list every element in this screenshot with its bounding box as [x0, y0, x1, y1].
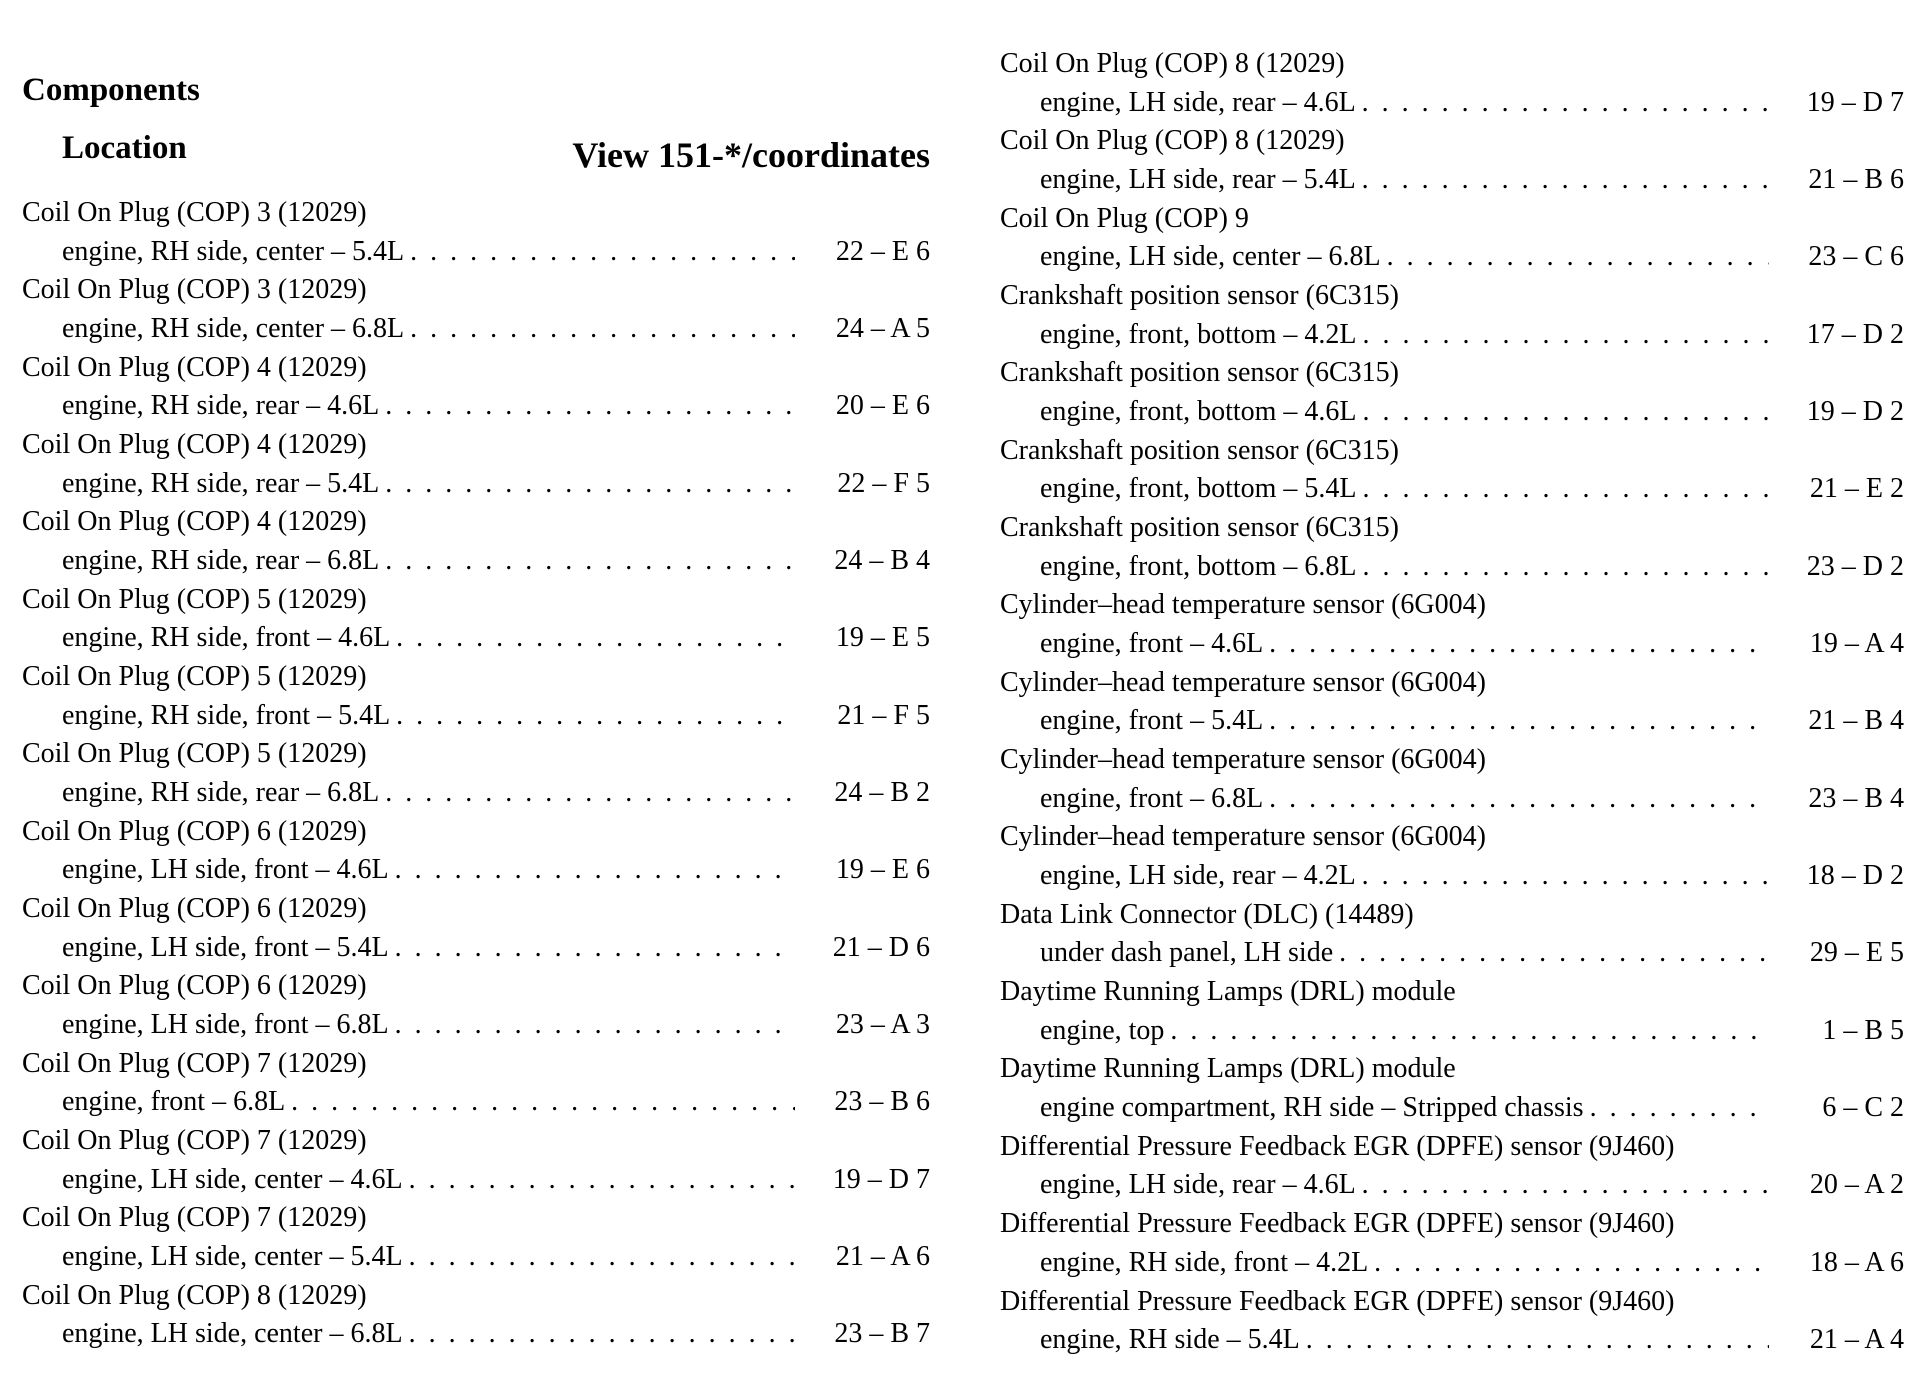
component-location: engine, RH side, front – 4.2L [1040, 1246, 1369, 1278]
component-location: engine, RH side – 5.4L [1040, 1324, 1300, 1356]
location-column-header: Location [62, 130, 187, 166]
component-name: Cylinder–head temperature sensor (6G004) [1000, 821, 1486, 853]
component-entry [22, 658, 930, 735]
view-coordinate: 19 – D 7 [1806, 86, 1904, 118]
component-location-line [22, 1006, 930, 1045]
dot-leader [291, 1083, 795, 1122]
component-entry [22, 426, 930, 503]
component-location-line [1000, 84, 1904, 123]
dot-leader [1363, 470, 1769, 509]
view-coordinate: 23 – B 4 [1808, 782, 1904, 814]
component-location-line [1000, 161, 1904, 200]
view-coordinate: 19 – D 7 [832, 1163, 930, 1195]
view-coordinate: 21 – A 6 [835, 1241, 930, 1273]
component-location-line [22, 1315, 930, 1354]
component-location-line [1000, 548, 1904, 587]
component-location: engine, front – 4.6L [1040, 628, 1264, 659]
component-location: engine, front, bottom – 6.8L [1040, 550, 1357, 582]
dot-leader [1363, 393, 1769, 432]
component-entry [22, 1277, 930, 1354]
dot-leader [1363, 316, 1769, 355]
component-entry [1000, 277, 1904, 354]
dot-leader [385, 465, 795, 504]
component-location: engine, RH side, front – 5.4L [62, 699, 391, 731]
component-location: engine, LH side, front – 6.8L [62, 1009, 389, 1041]
dot-leader [385, 774, 795, 813]
view-coordinate: 23 – B 7 [834, 1318, 930, 1350]
component-location: under dash panel, LH side [1040, 937, 1334, 969]
component-entry [22, 1199, 930, 1276]
dot-leader [1170, 1012, 1769, 1051]
component-name: Coil On Plug (COP) 5 (12029) [22, 661, 367, 693]
view-coordinate: 23 – D 2 [1806, 550, 1904, 582]
view-coordinate: 19 – D 2 [1806, 395, 1904, 427]
component-location-line [1000, 780, 1904, 819]
component-entry [1000, 741, 1904, 818]
component-entry [1000, 586, 1904, 663]
dot-leader [1362, 857, 1769, 896]
component-location-line [22, 387, 930, 426]
component-name: Coil On Plug (COP) 8 (12029) [22, 1279, 367, 1311]
dot-leader [1339, 934, 1769, 973]
view-coordinate: 19 – E 6 [835, 854, 930, 886]
component-location-line [22, 697, 930, 736]
view-coordinate: 21 – E 2 [1809, 473, 1904, 505]
component-entry [1000, 1128, 1904, 1205]
component-location-line [22, 310, 930, 349]
view-coordinate: 21 – A 4 [1809, 1324, 1904, 1356]
component-location: engine, RH side, rear – 5.4L [62, 467, 380, 499]
component-location: engine compartment, RH side – Stripped chassis [1040, 1092, 1584, 1124]
dot-leader [1306, 1321, 1769, 1360]
component-entry [1000, 45, 1904, 122]
component-name: Coil On Plug (COP) 5 (12029) [22, 738, 367, 770]
dot-leader [395, 929, 795, 968]
left-column [22, 194, 930, 1354]
component-name: Coil On Plug (COP) 3 (12029) [22, 274, 367, 306]
component-location-line [1000, 1089, 1904, 1128]
component-location: engine, front, bottom – 4.6L [1040, 395, 1357, 427]
component-name: Daytime Running Lamps (DRL) module [1000, 976, 1456, 1008]
component-location-line [1000, 625, 1904, 664]
component-location-line [22, 619, 930, 658]
component-name: Crankshaft position sensor (6C315) [1000, 357, 1399, 389]
dot-leader [1374, 1244, 1769, 1283]
component-location-line [1000, 238, 1904, 277]
component-location: engine, RH side, rear – 4.6L [62, 390, 380, 422]
component-entry [22, 349, 930, 426]
component-entry [1000, 664, 1904, 741]
view-coordinate: 24 – B 2 [834, 777, 930, 808]
dot-leader [1363, 548, 1769, 587]
component-name: Data Link Connector (DLC) (14489) [1000, 898, 1414, 930]
component-location-line [22, 1161, 930, 1200]
component-name: Differential Pressure Feedback EGR (DPFE) sensor (9J460) [1000, 1208, 1675, 1240]
component-entry [1000, 1205, 1904, 1282]
component-location: engine, RH side, center – 5.4L [62, 235, 405, 267]
component-location-line [22, 465, 930, 504]
dot-leader [409, 1161, 795, 1200]
component-location-line [1000, 316, 1904, 355]
right-column [1000, 45, 1904, 1360]
dot-leader [1362, 161, 1769, 200]
component-location: engine, LH side, center – 5.4L [62, 1241, 403, 1273]
component-location-line [1000, 1321, 1904, 1360]
component-location: engine, LH side, center – 4.6L [62, 1163, 403, 1195]
component-location-line [22, 929, 930, 968]
component-name: Differential Pressure Feedback EGR (DPFE) sensor (9J460) [1000, 1285, 1675, 1317]
component-location: engine, front, bottom – 4.2L [1040, 318, 1357, 350]
component-location: engine, RH side, rear – 6.8L [62, 544, 380, 576]
component-entry [22, 813, 930, 890]
component-location: engine, LH side, center – 6.8L [62, 1318, 403, 1350]
component-location-line [1000, 857, 1904, 896]
component-location: engine, LH side, rear – 4.6L [1040, 1169, 1356, 1201]
component-name: Cylinder–head temperature sensor (6G004) [1000, 666, 1486, 698]
component-location-line [22, 1238, 930, 1277]
component-location: engine, RH side, center – 6.8L [62, 312, 405, 344]
view-coordinate: 19 – A 4 [1809, 628, 1904, 659]
dot-leader [396, 619, 795, 658]
dot-leader [1269, 780, 1769, 819]
component-name: Coil On Plug (COP) 8 (12029) [1000, 125, 1345, 157]
component-location: engine, front – 6.8L [1040, 782, 1264, 814]
component-location: engine, LH side, front – 4.6L [62, 854, 389, 886]
dot-leader [385, 387, 795, 426]
dot-leader [410, 310, 795, 349]
component-name: Coil On Plug (COP) 7 (12029) [22, 1047, 367, 1079]
view-coordinate: 24 – A 5 [835, 312, 930, 344]
view-coordinate: 6 – C 2 [1822, 1092, 1904, 1124]
component-name: Coil On Plug (COP) 7 (12029) [22, 1125, 367, 1157]
view-coordinate: 22 – F 5 [837, 467, 930, 499]
dot-leader [1269, 625, 1769, 664]
view-coordinate: 21 – B 4 [1808, 705, 1904, 737]
component-entry [1000, 509, 1904, 586]
component-entry [1000, 973, 1904, 1050]
component-name: Coil On Plug (COP) 6 (12029) [22, 893, 367, 925]
component-location: engine, LH side, center – 6.8L [1040, 241, 1381, 273]
component-entry [1000, 354, 1904, 431]
component-location: engine, front – 5.4L [1040, 705, 1264, 737]
view-coordinate: 21 – F 5 [837, 699, 930, 731]
component-entry [1000, 122, 1904, 199]
component-location-line [1000, 1166, 1904, 1205]
view-coordinate: 23 – C 6 [1808, 241, 1904, 273]
component-name: Coil On Plug (COP) 6 (12029) [22, 970, 367, 1002]
dot-leader [385, 542, 795, 581]
component-name: Cylinder–head temperature sensor (6G004) [1000, 744, 1486, 776]
dot-leader [1590, 1089, 1769, 1128]
component-entry [1000, 896, 1904, 973]
component-name: Crankshaft position sensor (6C315) [1000, 280, 1399, 312]
view-coordinate: 20 – A 2 [1809, 1169, 1904, 1201]
dot-leader [1362, 84, 1769, 123]
view-coordinate: 23 – A 3 [835, 1009, 930, 1041]
component-name: Daytime Running Lamps (DRL) module [1000, 1053, 1456, 1085]
dot-leader [410, 233, 795, 272]
component-location: engine, LH side, rear – 5.4L [1040, 163, 1356, 195]
view-coordinate: 23 – B 6 [834, 1086, 930, 1118]
component-entry [1000, 1283, 1904, 1360]
view-coordinate: 21 – B 6 [1808, 163, 1904, 195]
component-entry [1000, 818, 1904, 895]
component-name: Coil On Plug (COP) 4 (12029) [22, 351, 367, 383]
dot-leader [1362, 1166, 1769, 1205]
component-entry [1000, 200, 1904, 277]
component-location: engine, LH side, rear – 4.6L [1040, 86, 1356, 118]
component-entry [22, 271, 930, 348]
view-coordinate: 29 – E 5 [1809, 937, 1904, 969]
view-coordinate: 18 – A 6 [1809, 1246, 1904, 1278]
component-entry [22, 1122, 930, 1199]
component-location-line [1000, 1012, 1904, 1051]
component-location-line [1000, 702, 1904, 741]
component-entry [22, 503, 930, 580]
component-name: Coil On Plug (COP) 8 (12029) [1000, 48, 1345, 79]
component-location-line [1000, 393, 1904, 432]
view-coordinate: 22 – E 6 [835, 235, 930, 267]
component-entry [22, 735, 930, 812]
dot-leader [1387, 238, 1769, 277]
component-location-line [22, 233, 930, 272]
component-name: Coil On Plug (COP) 5 (12029) [22, 583, 367, 615]
component-location: engine, LH side, rear – 4.2L [1040, 860, 1356, 892]
component-name: Differential Pressure Feedback EGR (DPFE) sensor (9J460) [1000, 1130, 1675, 1162]
component-entry [22, 1045, 930, 1122]
view-coordinate: 20 – E 6 [835, 390, 930, 422]
view-coordinate: 18 – D 2 [1806, 860, 1904, 892]
component-location: engine, RH side, front – 4.6L [62, 622, 391, 654]
page-title: Components [22, 72, 200, 108]
view-coordinate: 17 – D 2 [1806, 318, 1904, 350]
component-entry [1000, 432, 1904, 509]
component-location-line [1000, 934, 1904, 973]
dot-leader [395, 851, 795, 890]
dot-leader [1269, 702, 1769, 741]
component-location-line [1000, 1244, 1904, 1283]
component-name: Cylinder–head temperature sensor (6G004) [1000, 589, 1486, 621]
component-entry [22, 967, 930, 1044]
component-location: engine, top [1040, 1014, 1165, 1046]
view-coordinate: 19 – E 5 [835, 622, 930, 654]
view-coordinate: 21 – D 6 [832, 931, 930, 963]
dot-leader [396, 697, 795, 736]
component-name: Crankshaft position sensor (6C315) [1000, 434, 1399, 466]
component-location-line [22, 1083, 930, 1122]
component-location-line [1000, 470, 1904, 509]
view-coordinate: 1 – B 5 [1822, 1014, 1904, 1046]
component-location: engine, LH side, front – 5.4L [62, 931, 389, 963]
component-location: engine, front – 6.8L [62, 1086, 286, 1118]
view-coordinates-column-header: View 151-*/coordinates [572, 135, 930, 175]
component-name: Coil On Plug (COP) 4 (12029) [22, 429, 367, 461]
view-coordinate: 24 – B 4 [834, 544, 930, 576]
dot-leader [409, 1238, 795, 1277]
component-name: Coil On Plug (COP) 4 (12029) [22, 506, 367, 538]
component-name: Coil On Plug (COP) 9 [1000, 202, 1249, 234]
component-name: Crankshaft position sensor (6C315) [1000, 512, 1399, 544]
component-name: Coil On Plug (COP) 3 (12029) [22, 197, 367, 228]
dot-leader [409, 1315, 795, 1354]
component-location: engine, front, bottom – 5.4L [1040, 473, 1357, 505]
component-entry [22, 194, 930, 271]
component-entry [22, 581, 930, 658]
component-location-line [22, 542, 930, 581]
component-name: Coil On Plug (COP) 7 (12029) [22, 1202, 367, 1234]
component-entry [22, 890, 930, 967]
component-entry [1000, 1050, 1904, 1127]
component-name: Coil On Plug (COP) 6 (12029) [22, 815, 367, 847]
component-location-line [22, 774, 930, 813]
component-location: engine, RH side, rear – 6.8L [62, 777, 380, 808]
component-location-line [22, 851, 930, 890]
dot-leader [395, 1006, 795, 1045]
